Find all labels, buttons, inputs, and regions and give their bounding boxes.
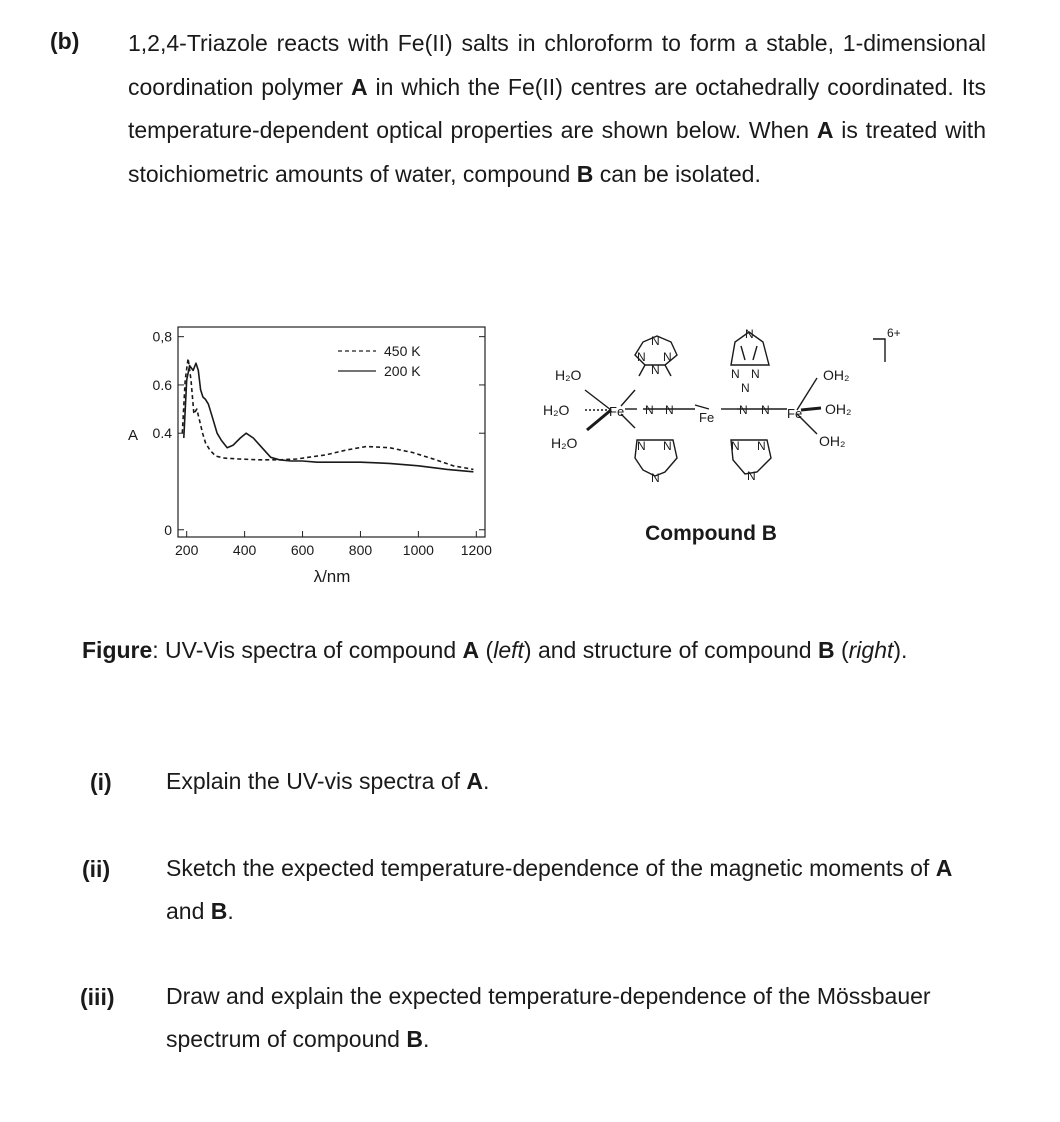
ligand-left-1: H₂O <box>555 367 582 383</box>
caption-run: left <box>493 637 524 663</box>
svg-text:N: N <box>663 350 672 364</box>
svg-text:N: N <box>761 403 770 417</box>
legend-label-450k: 450 K <box>384 343 421 359</box>
legend-label-200k: 200 K <box>384 363 421 379</box>
caption-run: right <box>848 637 894 663</box>
question-3-run: B <box>406 1026 423 1052</box>
intro-run: 1,2,4-Triazole reacts with Fe(II) salts in chloroform to form a stable, 1-dimensional coordination polymer <box>128 30 986 100</box>
uv-vis-chart <box>110 310 510 600</box>
x-tick-label: 200 <box>175 542 199 558</box>
caption-run: ( <box>834 637 849 663</box>
series-line-450k <box>182 358 473 469</box>
caption-run: ) and structure of compound <box>523 637 818 663</box>
svg-text:N: N <box>745 327 754 341</box>
fe-atom-center: Fe <box>699 410 715 425</box>
x-tick-label: 600 <box>290 542 315 558</box>
fe-atom-left: Fe <box>609 404 625 419</box>
ligand-left-3: H₂O <box>551 435 578 451</box>
question-3-run: Draw and explain the expected temperature-dependence of the Mössbauer spectrum of compound <box>166 983 931 1052</box>
svg-text:N: N <box>751 367 760 381</box>
question-2-run: A <box>935 855 953 881</box>
fe-atom-right: Fe <box>787 406 803 421</box>
compound-b-caption: Compound B <box>645 522 777 545</box>
svg-text:N: N <box>637 350 646 364</box>
question-1-run: A <box>466 768 484 794</box>
ligand-right-2: OH₂ <box>825 401 852 417</box>
question-1-text <box>166 760 986 803</box>
x-tick-label: 800 <box>348 542 373 558</box>
svg-text:N: N <box>665 403 674 417</box>
question-2-run: B <box>210 898 228 924</box>
series-line-200k <box>184 363 474 472</box>
question-3-label: (iii) <box>80 984 115 1010</box>
intro-run: is treated with stoichiometric amounts of water, compound <box>128 117 986 187</box>
x-tick-label: 400 <box>232 542 257 558</box>
svg-text:N: N <box>651 363 660 377</box>
intro-run: in which the Fe(II) centres are octahedrally coordinated. Its temperature-dependent optical properties are shown below. When <box>128 73 986 143</box>
caption-run: A <box>462 637 480 663</box>
question-2-label: (ii) <box>82 856 111 882</box>
question-1-run: . <box>483 768 490 794</box>
question-1-label: (i) <box>90 769 112 795</box>
question-3-run: . <box>422 1026 430 1052</box>
question-3-text <box>166 975 988 1061</box>
intro-run: B <box>576 160 594 187</box>
caption-run: ). <box>893 637 908 663</box>
question-1-run: Explain the UV-vis spectra of <box>166 768 467 794</box>
compound-b-structure <box>525 310 925 550</box>
ligand-right-1: OH₂ <box>823 367 850 383</box>
question-2-run: Sketch the expected temperature-dependence of the magnetic moments of <box>166 855 936 881</box>
svg-text:N: N <box>651 334 660 348</box>
svg-text:N: N <box>731 439 740 453</box>
svg-text:N: N <box>757 439 766 453</box>
ligand-left-2: H₂O <box>543 402 570 418</box>
y-tick-label: 0.6 <box>152 376 172 393</box>
figure-caption <box>82 637 907 664</box>
x-tick-label: 1200 <box>460 542 492 558</box>
ligand-right-3: OH₂ <box>819 433 846 449</box>
svg-text:N: N <box>645 403 654 417</box>
y-tick-label: 0,8 <box>152 328 172 345</box>
legend <box>338 343 421 379</box>
question-2-text <box>166 847 988 933</box>
charge-label: 6+ <box>887 326 901 340</box>
svg-text:N: N <box>741 381 750 395</box>
svg-text:N: N <box>739 403 748 417</box>
svg-text:N: N <box>663 439 672 453</box>
caption-run: ( <box>479 637 494 663</box>
question-2-run: . <box>227 898 234 924</box>
structure-atoms <box>543 326 901 451</box>
part-label: (b) <box>50 28 80 54</box>
y-axis-label: A <box>128 427 139 444</box>
y-tick-label: 0 <box>164 521 172 538</box>
triazole-nitrogens <box>637 327 770 485</box>
y-tick-label: 0.4 <box>152 425 172 442</box>
question-2-run: and <box>166 898 211 924</box>
x-tick-label: 1000 <box>402 542 434 558</box>
intro-paragraph <box>128 22 986 196</box>
caption-run: B <box>817 637 835 663</box>
caption-run: Figure <box>82 637 153 663</box>
caption-run: : UV-Vis spectra of compound <box>152 637 463 663</box>
svg-text:N: N <box>731 367 740 381</box>
intro-run: A <box>816 117 834 143</box>
svg-text:N: N <box>747 469 756 483</box>
svg-text:N: N <box>651 471 660 485</box>
svg-text:N: N <box>637 439 646 453</box>
x-axis-label: λ/nm <box>313 567 351 586</box>
intro-run: can be isolated. <box>593 160 761 187</box>
intro-run: A <box>350 73 368 100</box>
plot-frame <box>178 327 485 537</box>
